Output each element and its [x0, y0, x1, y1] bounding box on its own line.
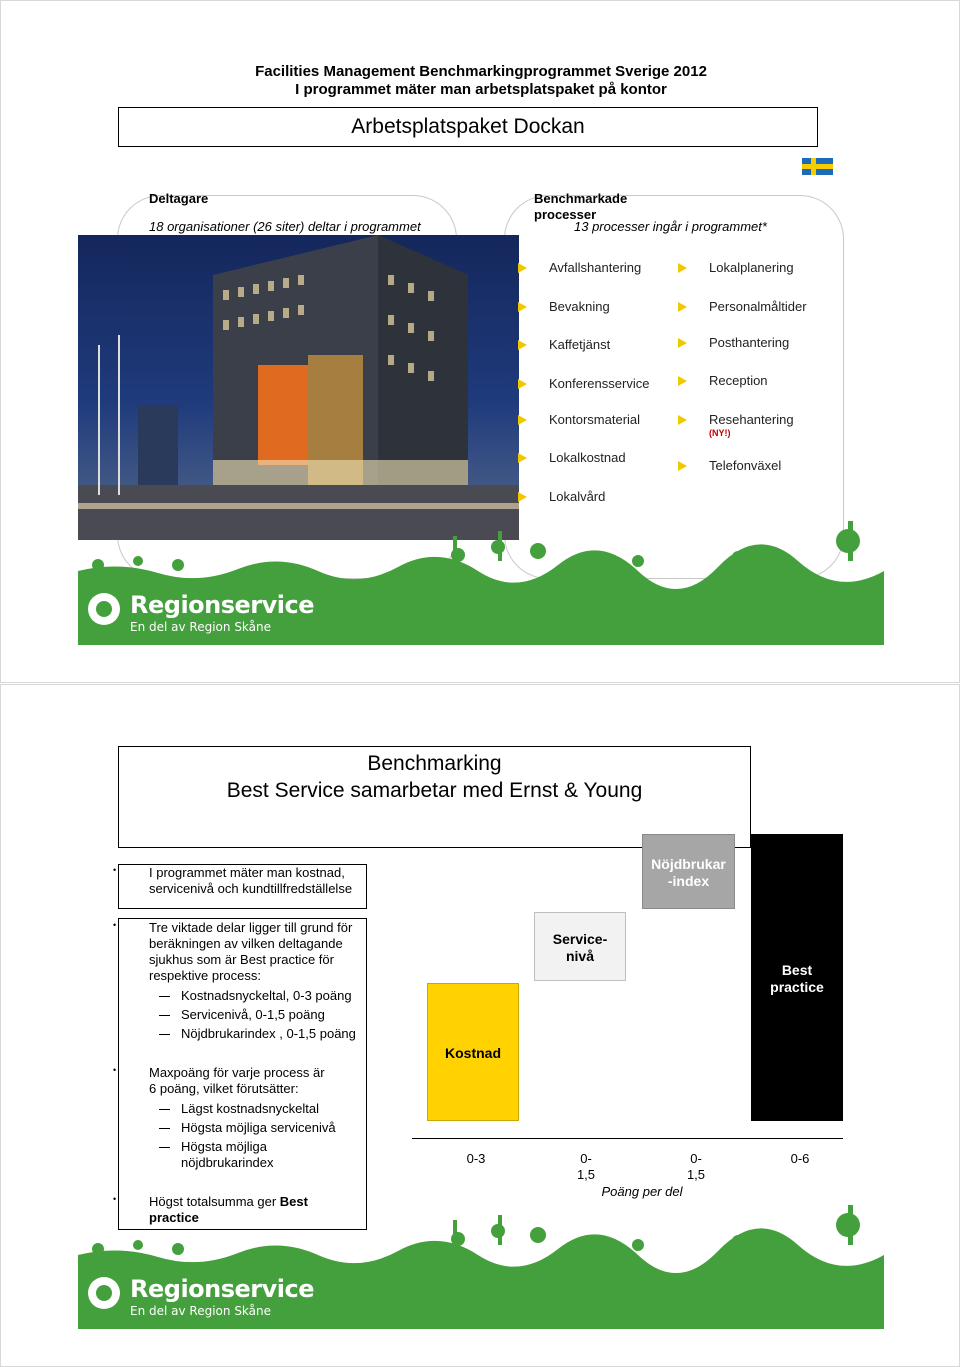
participants-text: 18 organisationer (26 siter) deltar i programmet [149, 219, 421, 234]
regionservice-logo-icon [88, 1277, 120, 1309]
bar-nöjdbrukarindex-label-line2: -index [667, 873, 710, 889]
axis-label-service-line1: 0- [580, 1151, 592, 1166]
bullet-3-line1: Maxpoäng för varje process är [149, 1065, 325, 1080]
list-item: Reception [678, 373, 768, 389]
slide-title-line2: Best Service samarbetar med Ernst & Young [226, 779, 643, 802]
logo-name: Regionservice [130, 591, 315, 619]
bullet-dot: • [113, 1065, 117, 1075]
chart-axis-line [412, 1138, 843, 1139]
bullet-arrow-icon [518, 340, 527, 350]
bullet-arrow-icon [678, 415, 687, 425]
bar-kostnad-label: Kostnad [445, 1045, 501, 1061]
processes-label-line2: processer [534, 207, 597, 222]
bullet-arrow-icon [678, 376, 687, 386]
axis-label-nöjd-line2: 1,5 [686, 1167, 706, 1182]
list-item: Personalmåltider [678, 299, 807, 315]
dash-icon [159, 1015, 170, 1016]
bullet-3-sub2: Högsta möjliga servicenivå [181, 1120, 336, 1135]
bullet-4-line1: Högst totalsumma ger Best [149, 1194, 308, 1209]
dash-icon [159, 1147, 170, 1148]
building-photo [78, 235, 519, 540]
bullet-arrow-icon [518, 492, 527, 502]
bullet-arrow-icon [678, 461, 687, 471]
dash-icon [159, 996, 170, 997]
logo-subtitle: En del av Region Skåne [130, 1304, 272, 1318]
bullet-arrow-icon [678, 338, 687, 348]
list-item: Posthantering [678, 335, 789, 351]
processes-text: 13 processer ingår i programmet* [574, 219, 767, 234]
bullet-arrow-icon [678, 263, 687, 273]
bullet-arrow-icon [518, 415, 527, 425]
bullet-2-line3: sjukhus som är Best practice för [149, 952, 334, 967]
bar-best-practice-label-line1: Best [781, 962, 813, 978]
footer-band [78, 1205, 884, 1329]
bullet-3-sub3b: nöjdbrukarindex [181, 1155, 274, 1170]
bullet-arrow-icon [518, 263, 527, 273]
list-item: Bevakning [518, 299, 610, 315]
list-item: Resehantering [678, 412, 794, 428]
bullet-2-sub3: Nöjdbrukarindex , 0-1,5 poäng [181, 1026, 356, 1041]
bullet-2-sub1: Kostnadsnyckeltal, 0-3 poäng [181, 988, 352, 1003]
list-item: Avfallshantering [518, 260, 641, 276]
bullet-2-line2: beräkningen av vilken deltagande [149, 936, 343, 951]
bullet-dot: • [113, 865, 117, 875]
list-item: Lokalplanering [678, 260, 794, 276]
logo-name: Regionservice [130, 1275, 315, 1303]
axis-label-kostnad: 0-3 [466, 1151, 486, 1166]
list-item: Kontorsmaterial [518, 412, 640, 428]
bar-servicenivå-label-line1: Service- [552, 931, 608, 947]
bullet-arrow-icon [518, 453, 527, 463]
axis-label-service-line2: 1,5 [576, 1167, 596, 1182]
axis-caption: Poäng per del [601, 1184, 683, 1199]
list-item: Lokalkostnad [518, 450, 626, 466]
dash-icon [159, 1109, 170, 1110]
processes-label-line1: Benchmarkade [534, 191, 628, 206]
dash-icon [159, 1034, 170, 1035]
slide-heading-line2: I programmet mäter man arbetsplatspaket på kontor [295, 81, 667, 98]
list-item: Lokalvård [518, 489, 605, 505]
bullet-2-sub2: Servicenivå, 0-1,5 poäng [181, 1007, 325, 1022]
participants-label: Deltagare [149, 191, 209, 206]
regionservice-logo-icon [88, 593, 120, 625]
bullet-arrow-icon [518, 379, 527, 389]
new-badge: (NY!) [709, 428, 731, 438]
bullet-dot: • [113, 920, 117, 930]
swedish-flag-icon [802, 158, 833, 175]
axis-label-best: 0-6 [790, 1151, 810, 1166]
bullet-3-sub1: Lägst kostnadsnyckeltal [181, 1101, 320, 1116]
slide-title-line1: Benchmarking [367, 752, 502, 775]
bullet-arrow-icon [518, 302, 527, 312]
slide-heading-line1: Facilities Management Benchmarkingprogrammet Sverige 2012 [255, 63, 707, 80]
axis-label-nöjd-line1: 0- [690, 1151, 702, 1166]
list-item: Konferensservice [518, 376, 649, 392]
bullet-3-sub3: Högsta möjliga [181, 1139, 267, 1154]
bullet-2-line4: respektive process: [149, 968, 261, 983]
bar-servicenivå-label-line2: nivå [565, 948, 594, 964]
bar-nöjdbrukarindex-label-line1: Nöjdbrukar [651, 856, 726, 872]
logo-subtitle: En del av Region Skåne [130, 620, 272, 634]
bar-best-practice-label-line2: practice [770, 979, 824, 995]
slide-arbetsplatspaket [0, 0, 960, 683]
bullet-dot: • [113, 1194, 117, 1204]
slide-title: Arbetsplatspaket Dockan [118, 107, 818, 147]
bullet-arrow-icon [678, 302, 687, 312]
bullet-1-line1: I programmet mäter man kostnad, [149, 865, 345, 880]
bullet-2-line1: Tre viktade delar ligger till grund för [149, 920, 353, 935]
footer-band [78, 521, 884, 645]
dash-icon [159, 1128, 170, 1129]
slide-benchmarking [0, 684, 960, 1367]
bullet-3-line2: 6 poäng, vilket förutsätter: [149, 1081, 299, 1096]
list-item: Kaffetjänst [518, 337, 610, 353]
list-item: Telefonväxel [678, 458, 781, 474]
bullet-1-line2: servicenivå och kundtillfredställelse [149, 881, 353, 896]
bullet-4-line2: practice [149, 1210, 199, 1225]
